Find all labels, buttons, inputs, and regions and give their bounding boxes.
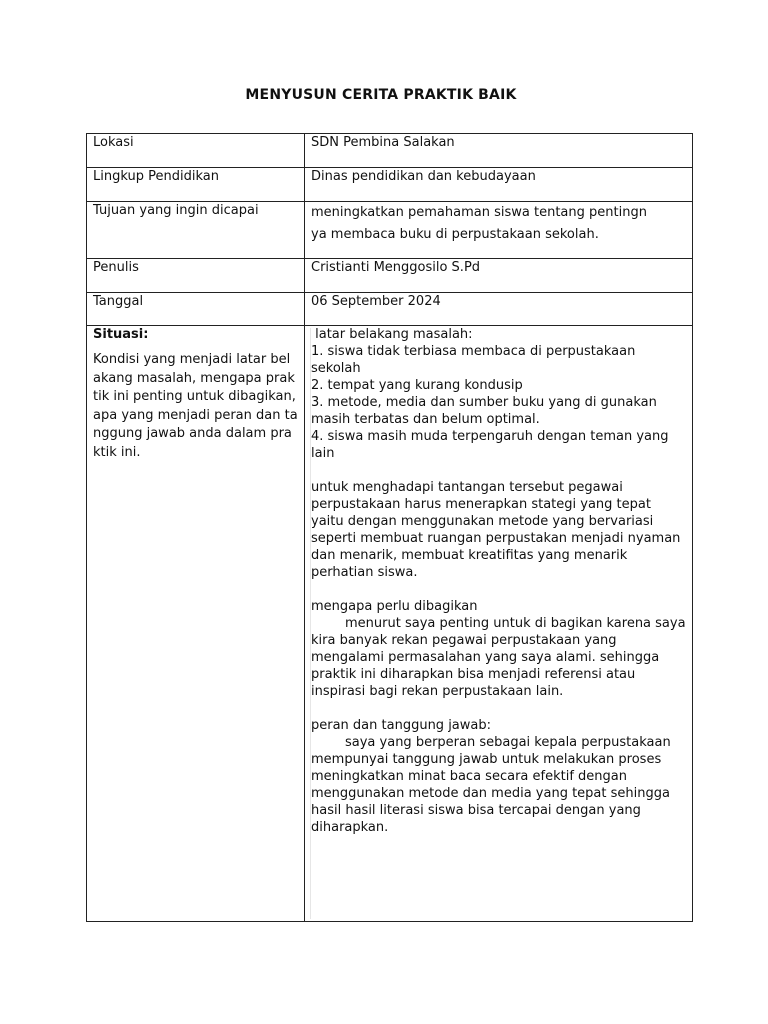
- table-row-tanggal: [87, 293, 693, 326]
- tanggal-value: 06 September 2024: [305, 293, 693, 326]
- peran-heading: peran dan tanggung jawab:: [311, 718, 492, 733]
- praktik-baik-table: [86, 133, 693, 922]
- table-row-lokasi: [87, 134, 693, 168]
- content-margin-line: [310, 328, 311, 919]
- tanggal-label: Tanggal: [87, 293, 305, 326]
- dibagikan-heading: mengapa perlu dibagikan: [311, 599, 478, 614]
- lokasi-value: SDN Pembina Salakan: [305, 134, 693, 168]
- lingkup-value: Dinas pendidikan dan kebudayaan: [305, 168, 693, 202]
- tujuan-line-1: meningkatkan pemahaman siswa tentang pentingn: [311, 205, 647, 220]
- dibagikan-paragraph: menurut saya penting untuk di bagikan karena saya kira banyak rekan pegawai perpustakaan yang mengalami permasalahan yang saya alami. sehingga praktik ini diharapkan bisa menjadi referensi atau inspirasi bagi rekan perpustakaan lain.: [311, 616, 686, 699]
- latar-heading: latar belakang masalah:: [311, 327, 473, 342]
- latar-item: 2. tempat yang kurang kondusip: [311, 378, 523, 393]
- penulis-value: Cristianti Menggosilo S.Pd: [305, 259, 693, 293]
- table-row-situasi: [87, 326, 693, 922]
- situasi-label-cell: [87, 326, 305, 922]
- situasi-content-cell: [305, 326, 693, 922]
- table-row-lingkup: [87, 168, 693, 202]
- situasi-heading: Situasi:: [93, 327, 149, 342]
- latar-item: 4. siswa masih muda terpengaruh dengan teman yang lain: [311, 429, 669, 461]
- tujuan-line-2: ya membaca buku di perpustakaan sekolah.: [311, 227, 599, 242]
- tantangan-paragraph: untuk menghadapi tantangan tersebut pegawai perpustakaan harus menerapkan stategi yang tepat yaitu dengan menggunakan metode yang bervariasi seperti membuat ruangan perpustakan menjadi nyaman dan menarik, membuat kreatifitas yang menarik perhatian siswa.: [311, 480, 681, 580]
- penulis-label: Penulis: [87, 259, 305, 293]
- situasi-description: Kondisi yang menjadi latar belakang masalah, mengapa praktik ini penting untuk dibagikan, apa yang menjadi peran dan tanggung jawab anda dalam praktik ini.: [93, 352, 298, 460]
- latar-item: 3. metode, media dan sumber buku yang di gunakan masih terbatas dan belum optimal.: [311, 395, 657, 427]
- table-row-tujuan: [87, 202, 693, 259]
- latar-item: 1. siswa tidak terbiasa membaca di perpustakaan sekolah: [311, 344, 636, 376]
- lokasi-label: Lokasi: [87, 134, 305, 168]
- table-row-penulis: [87, 259, 693, 293]
- lingkup-label: Lingkup Pendidikan: [87, 168, 305, 202]
- document-title: MENYUSUN CERITA PRAKTIK BAIK: [245, 87, 517, 103]
- tujuan-label: Tujuan yang ingin dicapai: [87, 202, 305, 259]
- tujuan-value: [305, 202, 693, 259]
- peran-paragraph: saya yang berperan sebagai kepala perpustakaan mempunyai tanggung jawab untuk melakukan proses meningkatkan minat baca secara efektif dengan menggunakan metode dan media yang tepat sehingga hasil hasil literasi siswa bisa tercapai dengan yang diharapkan.: [311, 735, 671, 835]
